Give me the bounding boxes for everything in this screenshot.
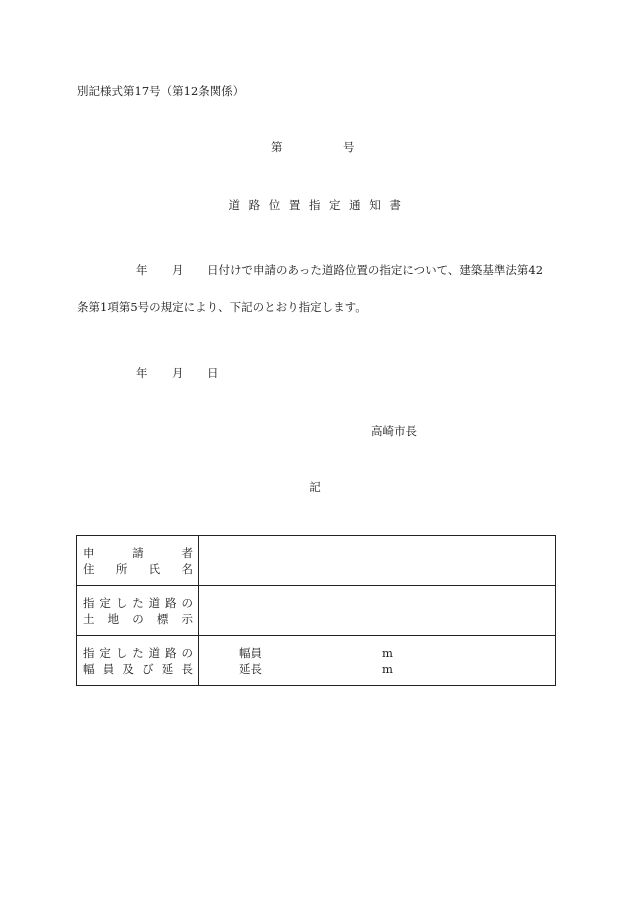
label-char: 長 — [181, 661, 193, 676]
number-suffix: 号 — [343, 140, 355, 154]
label-char: 及 — [122, 661, 134, 676]
info-table — [76, 535, 556, 686]
label-char: 標 — [156, 611, 169, 626]
label-char: た — [132, 595, 144, 610]
label-char: び — [142, 661, 154, 676]
label-char: の — [181, 645, 193, 660]
label-char: 延 — [161, 661, 174, 676]
label-char: し — [115, 645, 128, 660]
form-number-label: 別記様式第17号（第12条関係） — [77, 84, 245, 98]
ki-heading: 記 — [309, 480, 321, 494]
label-char: 路 — [165, 645, 177, 660]
label-char: し — [115, 595, 128, 610]
width-label: 幅員 — [239, 645, 262, 660]
land-value-cell[interactable] — [199, 586, 556, 636]
document-title: 道路位置指定通知書 — [228, 198, 410, 212]
label-char: 道 — [148, 645, 161, 660]
label-char: の — [181, 595, 193, 610]
table-row-land — [77, 586, 556, 636]
applicant-label-cell — [77, 536, 199, 586]
label-char: 住 — [83, 561, 95, 576]
label-char: た — [132, 645, 144, 660]
label-char: 所 — [115, 561, 128, 576]
label-line — [83, 645, 193, 661]
label-char: 申 — [83, 545, 95, 560]
length-label: 延長 — [239, 661, 262, 676]
label-char: 道 — [148, 595, 161, 610]
label-line — [83, 661, 193, 677]
applicant-value-cell[interactable] — [199, 536, 556, 586]
label-char: 氏 — [148, 561, 161, 576]
label-char: 員 — [102, 661, 115, 676]
label-char: 指 — [83, 645, 95, 660]
table-row-road-size — [77, 636, 556, 686]
label-char: 土 — [83, 611, 95, 626]
label-line — [83, 611, 193, 627]
number-prefix: 第 — [271, 140, 283, 154]
body-month-label: 月 — [172, 263, 184, 277]
length-line — [199, 661, 555, 677]
land-label-cell — [77, 586, 199, 636]
label-char: 地 — [107, 611, 120, 626]
label-char: 幅 — [83, 661, 95, 676]
body-text-line-2: 条第1項第5号の規定により、下記のとおり指定します。 — [77, 300, 367, 314]
label-char: 路 — [165, 595, 177, 610]
label-char: 請 — [132, 545, 144, 560]
label-line — [83, 561, 193, 577]
date-month-label: 月 — [172, 366, 184, 380]
label-line — [83, 545, 193, 561]
label-char: 名 — [181, 561, 193, 576]
label-char: 者 — [181, 545, 193, 560]
label-char: の — [132, 611, 144, 626]
label-char: 指 — [83, 595, 95, 610]
label-line — [83, 595, 193, 611]
issuer-name: 高崎市長 — [371, 424, 417, 438]
label-char: 定 — [99, 645, 111, 660]
length-unit: m — [382, 661, 393, 676]
date-year-label: 年 — [136, 366, 148, 380]
road-size-value-cell[interactable] — [199, 636, 556, 686]
date-day-label: 日 — [207, 366, 219, 380]
width-unit: m — [382, 645, 393, 660]
table-row-applicant — [77, 536, 556, 586]
width-line — [199, 645, 555, 661]
label-char: 定 — [99, 595, 111, 610]
body-year-label: 年 — [136, 263, 148, 277]
road-size-label-cell — [77, 636, 199, 686]
body-text-1: 日付けで申請のあった道路位置の指定について、建築基準法第42 — [207, 263, 544, 277]
label-char: 示 — [181, 611, 193, 626]
